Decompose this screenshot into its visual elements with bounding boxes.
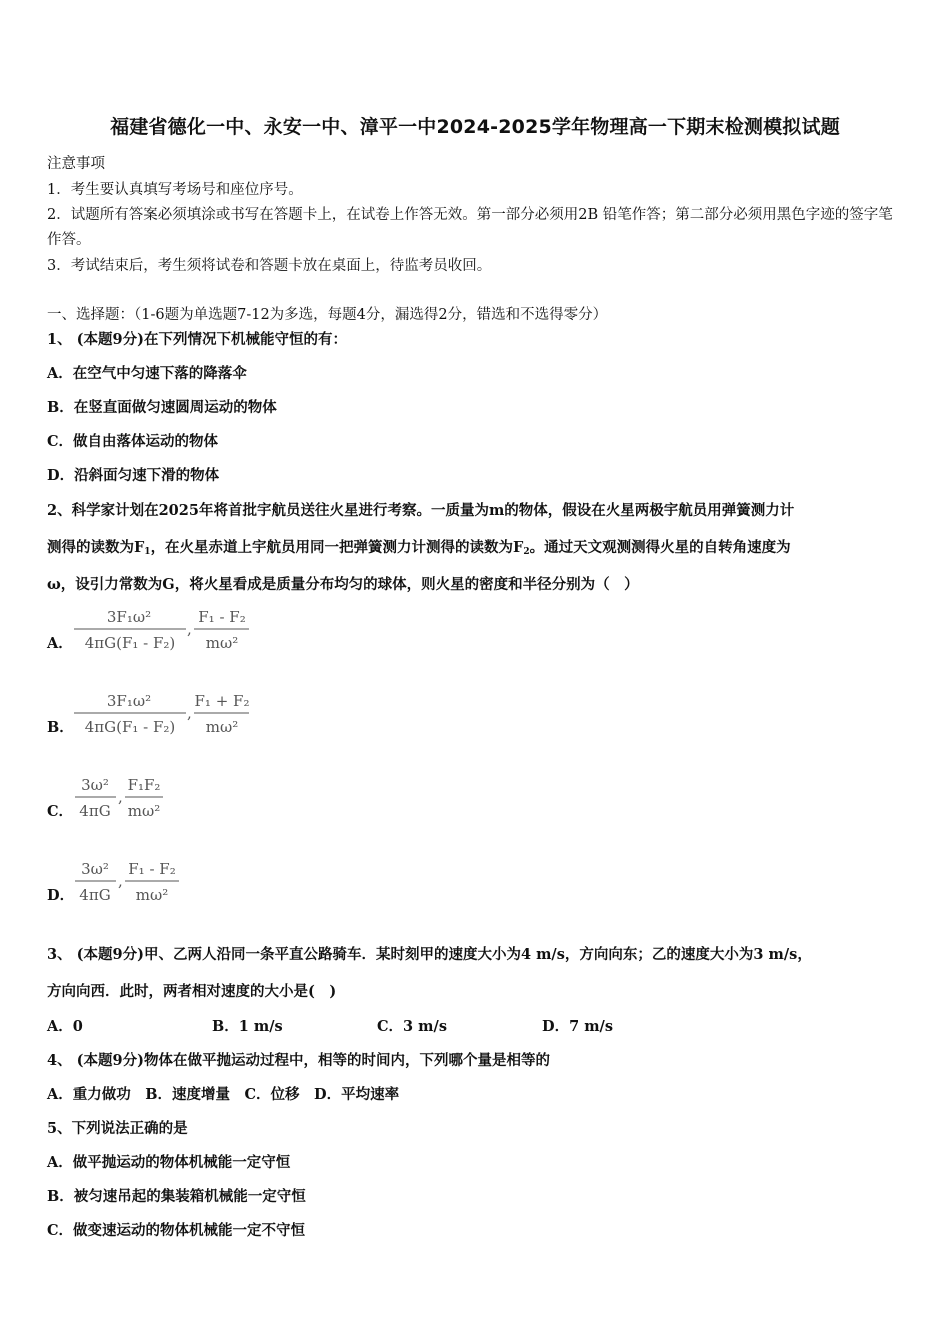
- frac-numerator: F₁F₂: [127, 776, 161, 794]
- q3-stem-line2: 方向向西．此时，两者相对速度的大小是( ): [47, 983, 337, 1000]
- notice-heading: 注意事项: [47, 156, 105, 172]
- frac-numerator: 3ω²: [81, 860, 109, 878]
- frac-numerator: F₁ - F₂: [128, 860, 176, 878]
- q5-stem: 5、下列说法正确的是: [47, 1120, 188, 1137]
- q2-stem-line3: ω，设引力常数为G，将火星看成是质量分布均匀的球体，则火星的密度和半径分别为（ ）: [47, 576, 639, 593]
- q1-option-c: C．做自由落体运动的物体: [47, 433, 219, 450]
- q1-option-a: A．在空气中匀速下落的降落伞: [47, 365, 247, 382]
- frac-denominator: mω²: [205, 634, 239, 652]
- q1-option-d: D．沿斜面匀速下滑的物体: [47, 467, 220, 484]
- q5-option-a: A．做平抛运动的物体机械能一定守恒: [47, 1154, 291, 1171]
- q3-option-a: A．0: [47, 1018, 83, 1035]
- svg-text:,: ,: [118, 788, 123, 806]
- frac-denominator: 4πG(F₁ - F₂): [84, 634, 176, 652]
- section-heading: 一、选择题：（1-6题为单选题7-12为多选，每题4分，漏选得2分，错选和不选得零分）: [47, 307, 608, 323]
- q3-stem-line1: 3、 (本题9分)甲、乙两人沿同一条平直公路骑车．某时刻甲的速度大小为4 m/s，方向向东；乙的速度大小为3 m/s，: [47, 946, 812, 963]
- svg-text:,: ,: [187, 620, 192, 638]
- frac-numerator: F₁ - F₂: [198, 608, 246, 626]
- q5-option-b: B．被匀速吊起的集装箱机械能一定守恒: [47, 1188, 306, 1205]
- q2-option-b-formula: [72, 688, 262, 744]
- frac-denominator: 4πG(F₁ - F₂): [84, 718, 176, 736]
- q2-stem-line2: 测得的读数为$F_1$，在火星赤道上宇航员用同一把弹簧测力计测得的读数为$F_2$。通过天文观测测得火星的自转角速度为: [47, 539, 791, 557]
- notice-item-3: 3．考试结束后，考生须将试卷和答题卡放在桌面上，待监考员收回。: [47, 258, 492, 274]
- frac-denominator: 4πG: [79, 802, 111, 820]
- q2-stem-line1: 2、科学家计划在2025年将首批宇航员送往火星进行考察。一质量为m的物体，假设在火星两极宇航员用弹簧测力计: [47, 502, 795, 519]
- page-title: 福建省德化一中、永安一中、漳平一中2024-2025学年物理高一下期末检测模拟试题: [110, 116, 840, 138]
- q2-option-d-label: D．: [47, 887, 75, 904]
- frac-denominator: 4πG: [79, 886, 111, 904]
- q4-stem: 4、 (本题9分)物体在做平抛运动过程中，相等的时间内，下列哪个量是相等的: [47, 1052, 550, 1069]
- frac-numerator: 3ω²: [81, 776, 109, 794]
- notice-item-1: 1．考生要认真填写考场号和座位序号。: [47, 182, 303, 198]
- q2-option-a-label: A．: [47, 635, 73, 652]
- q2-option-d-formula: [72, 856, 202, 912]
- frac-numerator: F₁ + F₂: [194, 692, 250, 710]
- q2-option-c-label: C．: [47, 803, 74, 820]
- q2-option-a-formula: [72, 604, 262, 660]
- frac-denominator: mω²: [127, 802, 161, 820]
- frac-numerator: 3F₁ω²: [106, 608, 152, 626]
- q4-options: A．重力做功 B．速度增量 C．位移 D．平均速率: [47, 1086, 400, 1103]
- svg-text:,: ,: [187, 704, 192, 722]
- q3-option-c: C．3 m/s: [377, 1018, 447, 1035]
- frac-denominator: mω²: [205, 718, 239, 736]
- q2-option-c-formula: [72, 772, 202, 828]
- q1-stem: 1、 (本题9分)在下列情况下机械能守恒的有：: [47, 331, 347, 348]
- q3-option-d: D．7 m/s: [542, 1018, 614, 1035]
- svg-text:,: ,: [118, 872, 123, 890]
- q5-option-c: C．做变速运动的物体机械能一定不守恒: [47, 1222, 306, 1239]
- q1-option-b: B．在竖直面做匀速圆周运动的物体: [47, 399, 277, 416]
- frac-denominator: mω²: [135, 886, 169, 904]
- frac-numerator: 3F₁ω²: [106, 692, 152, 710]
- q3-option-b: B．1 m/s: [212, 1018, 283, 1035]
- notice-item-2: 2．试题所有答案必须填涂或书写在答题卡上，在试卷上作答无效。第一部分必须用2B 铅笔作答；第二部分必须用黑色字迹的签字笔作答。: [47, 207, 893, 248]
- q2-option-b-label: B．: [47, 719, 74, 736]
